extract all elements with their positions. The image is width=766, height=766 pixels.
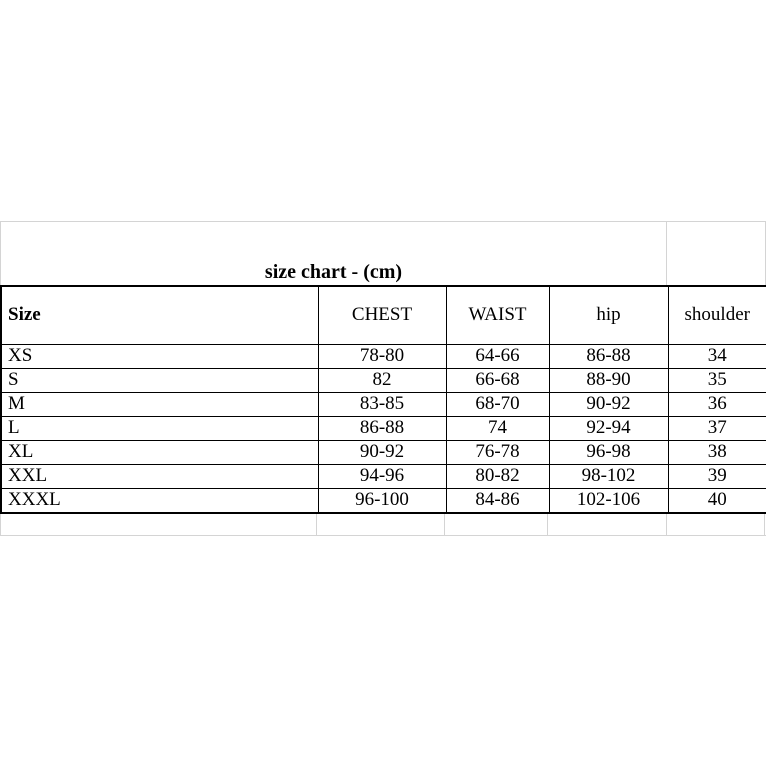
shoulder-cell: 37: [668, 417, 766, 441]
header-hip: hip: [549, 286, 668, 345]
chart-title-cell: [0, 222, 667, 285]
waist-cell: 66-68: [446, 369, 549, 393]
header-shoulder: shoulder: [668, 286, 766, 345]
shoulder-cell: 40: [668, 489, 766, 514]
shoulder-cell: 34: [668, 345, 766, 369]
chest-cell: 78-80: [318, 345, 446, 369]
size-table: [0, 285, 766, 514]
shoulder-cell: 39: [668, 465, 766, 489]
size-cell: S: [1, 369, 318, 393]
waist-cell: 84-86: [446, 489, 549, 514]
hip-cell: 88-90: [549, 369, 668, 393]
hip-cell: 92-94: [549, 417, 668, 441]
header-waist: WAIST: [446, 286, 549, 345]
chest-cell: 96-100: [318, 489, 446, 514]
table-row-xxxl: [1, 489, 766, 514]
header-chest: CHEST: [318, 286, 446, 345]
gridline-cell: [548, 514, 667, 535]
chest-cell: 83-85: [318, 393, 446, 417]
header-size: Size: [1, 286, 318, 345]
gridline-cell: [317, 514, 445, 535]
chest-cell: 94-96: [318, 465, 446, 489]
waist-cell: 80-82: [446, 465, 549, 489]
chest-cell: 82: [318, 369, 446, 393]
title-row: [0, 221, 766, 285]
hip-cell: 90-92: [549, 393, 668, 417]
gridline-cell: [667, 514, 765, 535]
table-row-xxl: [1, 465, 766, 489]
chest-cell: 86-88: [318, 417, 446, 441]
chart-title: size chart - (cm): [264, 261, 403, 283]
shoulder-cell: 38: [668, 441, 766, 465]
table-row-m: [1, 393, 766, 417]
gridline-cell: [0, 514, 317, 535]
chest-cell: 90-92: [318, 441, 446, 465]
title-empty-cell: [667, 222, 766, 285]
waist-cell: 64-66: [446, 345, 549, 369]
size-cell: XL: [1, 441, 318, 465]
waist-cell: 68-70: [446, 393, 549, 417]
table-row-l: [1, 417, 766, 441]
shoulder-cell: 36: [668, 393, 766, 417]
table-row-s: [1, 369, 766, 393]
size-cell: XS: [1, 345, 318, 369]
table-row-xl: [1, 441, 766, 465]
size-cell: L: [1, 417, 318, 441]
hip-cell: 98-102: [549, 465, 668, 489]
gridline-cell: [445, 514, 548, 535]
hip-cell: 96-98: [549, 441, 668, 465]
hip-cell: 102-106: [549, 489, 668, 514]
table-row-xs: [1, 345, 766, 369]
spreadsheet-region: [0, 221, 766, 536]
waist-cell: 76-78: [446, 441, 549, 465]
header-row: [1, 286, 766, 345]
gridline-tail-row: [0, 514, 766, 536]
waist-cell: 74: [446, 417, 549, 441]
size-cell: XXXL: [1, 489, 318, 514]
shoulder-cell: 35: [668, 369, 766, 393]
hip-cell: 86-88: [549, 345, 668, 369]
size-cell: M: [1, 393, 318, 417]
size-cell: XXL: [1, 465, 318, 489]
